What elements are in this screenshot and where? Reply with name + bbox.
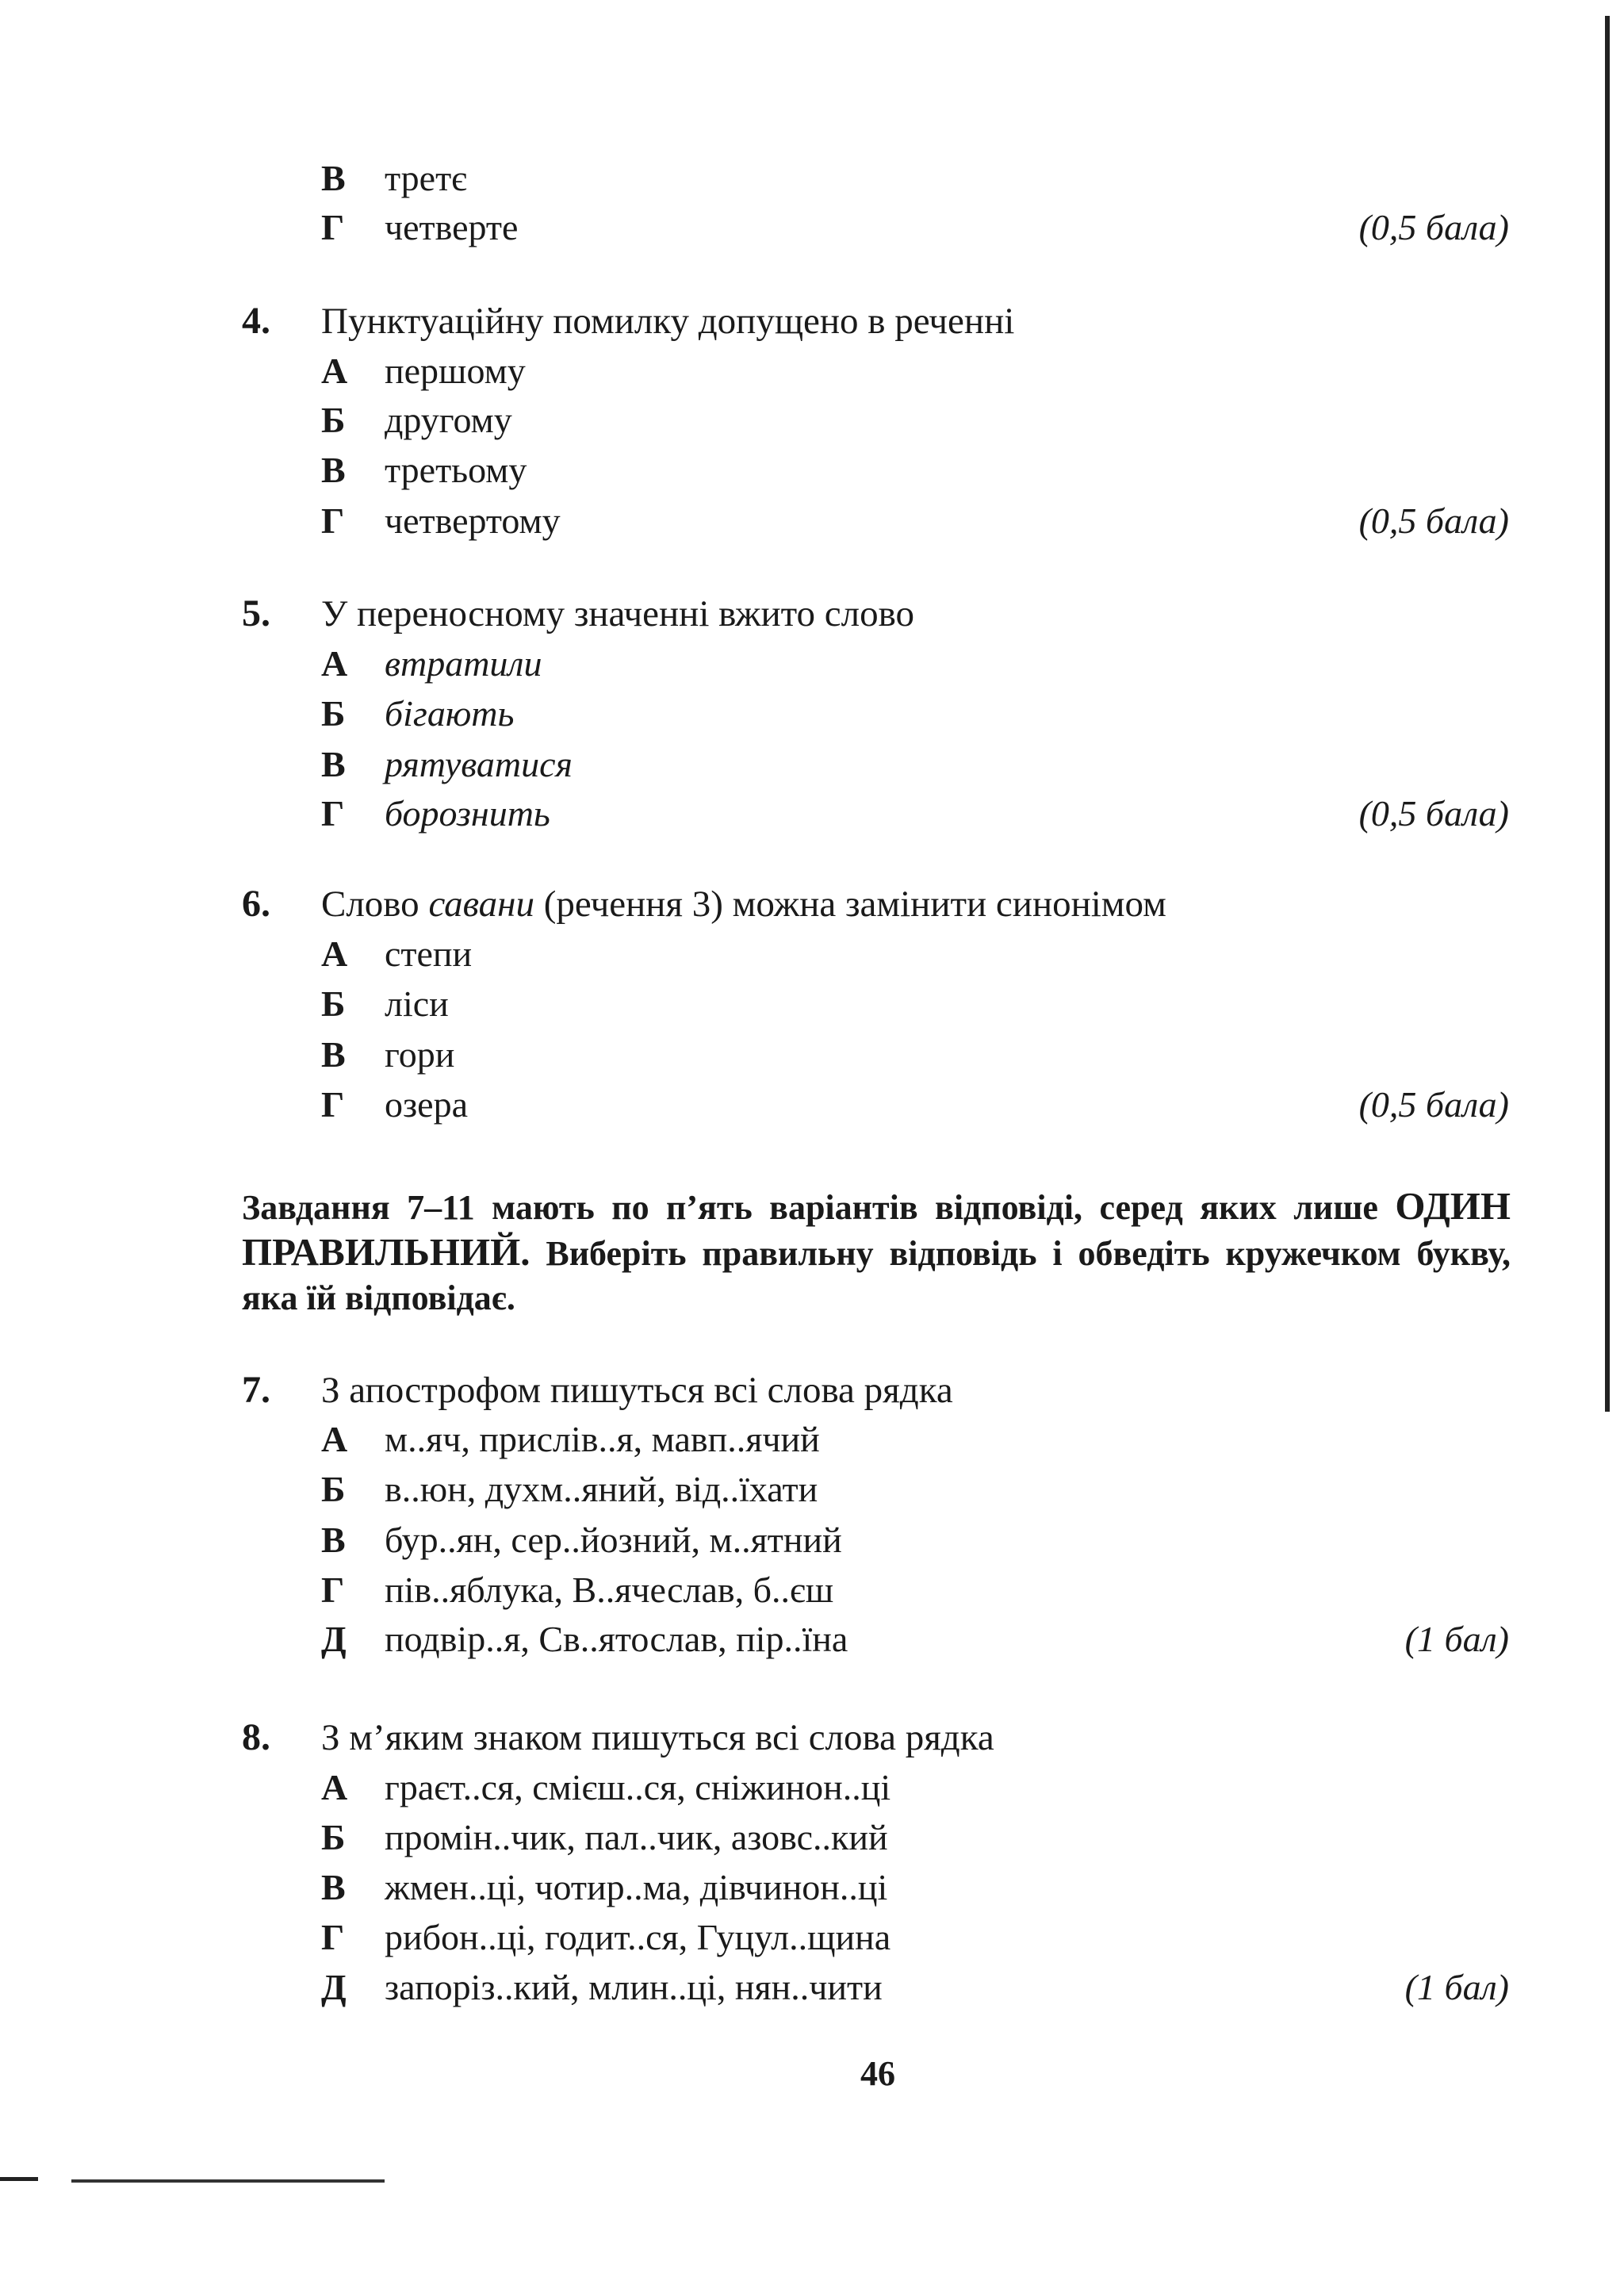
option-letter: Д xyxy=(321,1619,347,1659)
option-letter: Б xyxy=(321,1469,346,1509)
option-text: степи xyxy=(385,933,473,974)
option-letter: В xyxy=(321,1034,346,1075)
option-text: борознить xyxy=(385,793,550,834)
option-text: четвертому xyxy=(385,500,561,541)
footer-rule xyxy=(71,2179,385,2183)
question-number: 5. xyxy=(242,592,270,634)
option-letter: Г xyxy=(321,1917,345,1957)
score: (0,5 бала) xyxy=(1358,207,1509,247)
option-text: другому xyxy=(385,400,512,440)
option-letter: В xyxy=(321,450,346,490)
option-text: третьому xyxy=(385,450,527,490)
question-text: З м’яким знаком пишуться всі слова рядка xyxy=(321,1717,994,1758)
page-edge-rule xyxy=(1605,16,1610,1412)
option-text: третє xyxy=(385,158,467,198)
score: (1 бал) xyxy=(1404,1967,1509,2007)
score: (0,5 бала) xyxy=(1358,1084,1509,1125)
instruction-part2: Виберіть правильну відповідь і обведіть кружечком букву, яка їй відповідає. xyxy=(242,1234,1511,1317)
option-text: гори xyxy=(385,1034,455,1075)
question-text-before: Слово xyxy=(321,884,419,925)
option-text: жмен..ці, чотир..ма, дівчинон..ці xyxy=(385,1867,888,1907)
option-text: бігають xyxy=(385,693,515,734)
instruction-caps: ОДИН ПРАВИЛЬНИЙ. xyxy=(242,1184,1511,1274)
footer-dash xyxy=(0,2177,38,2181)
option-letter: Г xyxy=(321,793,345,834)
option-letter: А xyxy=(321,643,348,684)
option-text: озера xyxy=(385,1084,469,1125)
instruction-part1: Завдання 7–11 мають по п’ять варіантів відповіді, серед яких лише xyxy=(242,1188,1378,1227)
question-text: У переносному значенні вжито слово xyxy=(321,593,914,634)
option-text: четверте xyxy=(385,207,519,247)
option-text: запоріз..кий, млин..ці, нян..чити xyxy=(385,1967,883,2007)
option-text: першому xyxy=(385,351,526,391)
option-letter: А xyxy=(321,933,348,974)
question-number: 7. xyxy=(242,1369,270,1411)
score: (0,5 бала) xyxy=(1358,793,1509,834)
option-text: рибон..ці, годит..ся, Гуцул..щина xyxy=(385,1917,891,1957)
option-text: рятуватися xyxy=(385,744,573,784)
score: (1 бал) xyxy=(1404,1619,1509,1659)
option-letter: Г xyxy=(321,500,345,541)
option-letter: А xyxy=(321,1419,348,1459)
option-letter: В xyxy=(321,1867,346,1907)
option-letter: Б xyxy=(321,983,346,1024)
option-letter: А xyxy=(321,351,348,391)
option-letter: Г xyxy=(321,1570,345,1610)
option-letter: А xyxy=(321,1767,348,1807)
option-letter: Г xyxy=(321,207,345,247)
question-number: 8. xyxy=(242,1716,270,1758)
question-text xyxy=(321,880,1166,928)
option-text: промін..чик, пал..чик, азовс..кий xyxy=(385,1817,888,1857)
option-text: в..юн, духм..яний, від..їхати xyxy=(385,1469,818,1509)
question-text: З апострофом пишуться всі слова рядка xyxy=(321,1370,953,1411)
page-number: 46 xyxy=(860,2054,895,2093)
option-text: втратили xyxy=(385,643,542,684)
option-text: ліси xyxy=(385,983,449,1024)
instruction-block xyxy=(242,1184,1511,1320)
option-text: м..яч, прислів..я, мавп..ячий xyxy=(385,1419,820,1459)
option-text: подвір..я, Св..ятослав, пір..їна xyxy=(385,1619,848,1659)
question-text-italic-word: савани xyxy=(428,884,534,925)
question-number: 6. xyxy=(242,883,270,925)
question-text: Пунктуаційну помилку допущено в реченні xyxy=(321,301,1015,342)
option-text: граєт..ся, смієш..ся, сніжинон..ці xyxy=(385,1767,891,1807)
option-letter: Б xyxy=(321,693,346,734)
question-number: 4. xyxy=(242,300,270,342)
option-letter: Г xyxy=(321,1084,345,1125)
option-letter: Б xyxy=(321,1817,346,1857)
option-text: бур..ян, сер..йозний, м..ятний xyxy=(385,1520,842,1560)
score: (0,5 бала) xyxy=(1358,500,1509,541)
question-text-after: (речення 3) можна замінити синонімом xyxy=(543,884,1166,925)
option-letter: Б xyxy=(321,400,346,440)
option-letter: В xyxy=(321,744,346,784)
option-letter: В xyxy=(321,158,346,198)
option-letter: Д xyxy=(321,1967,347,2007)
option-letter: В xyxy=(321,1520,346,1560)
option-text: пів..яблука, В..ячеслав, б..єш xyxy=(385,1570,834,1610)
